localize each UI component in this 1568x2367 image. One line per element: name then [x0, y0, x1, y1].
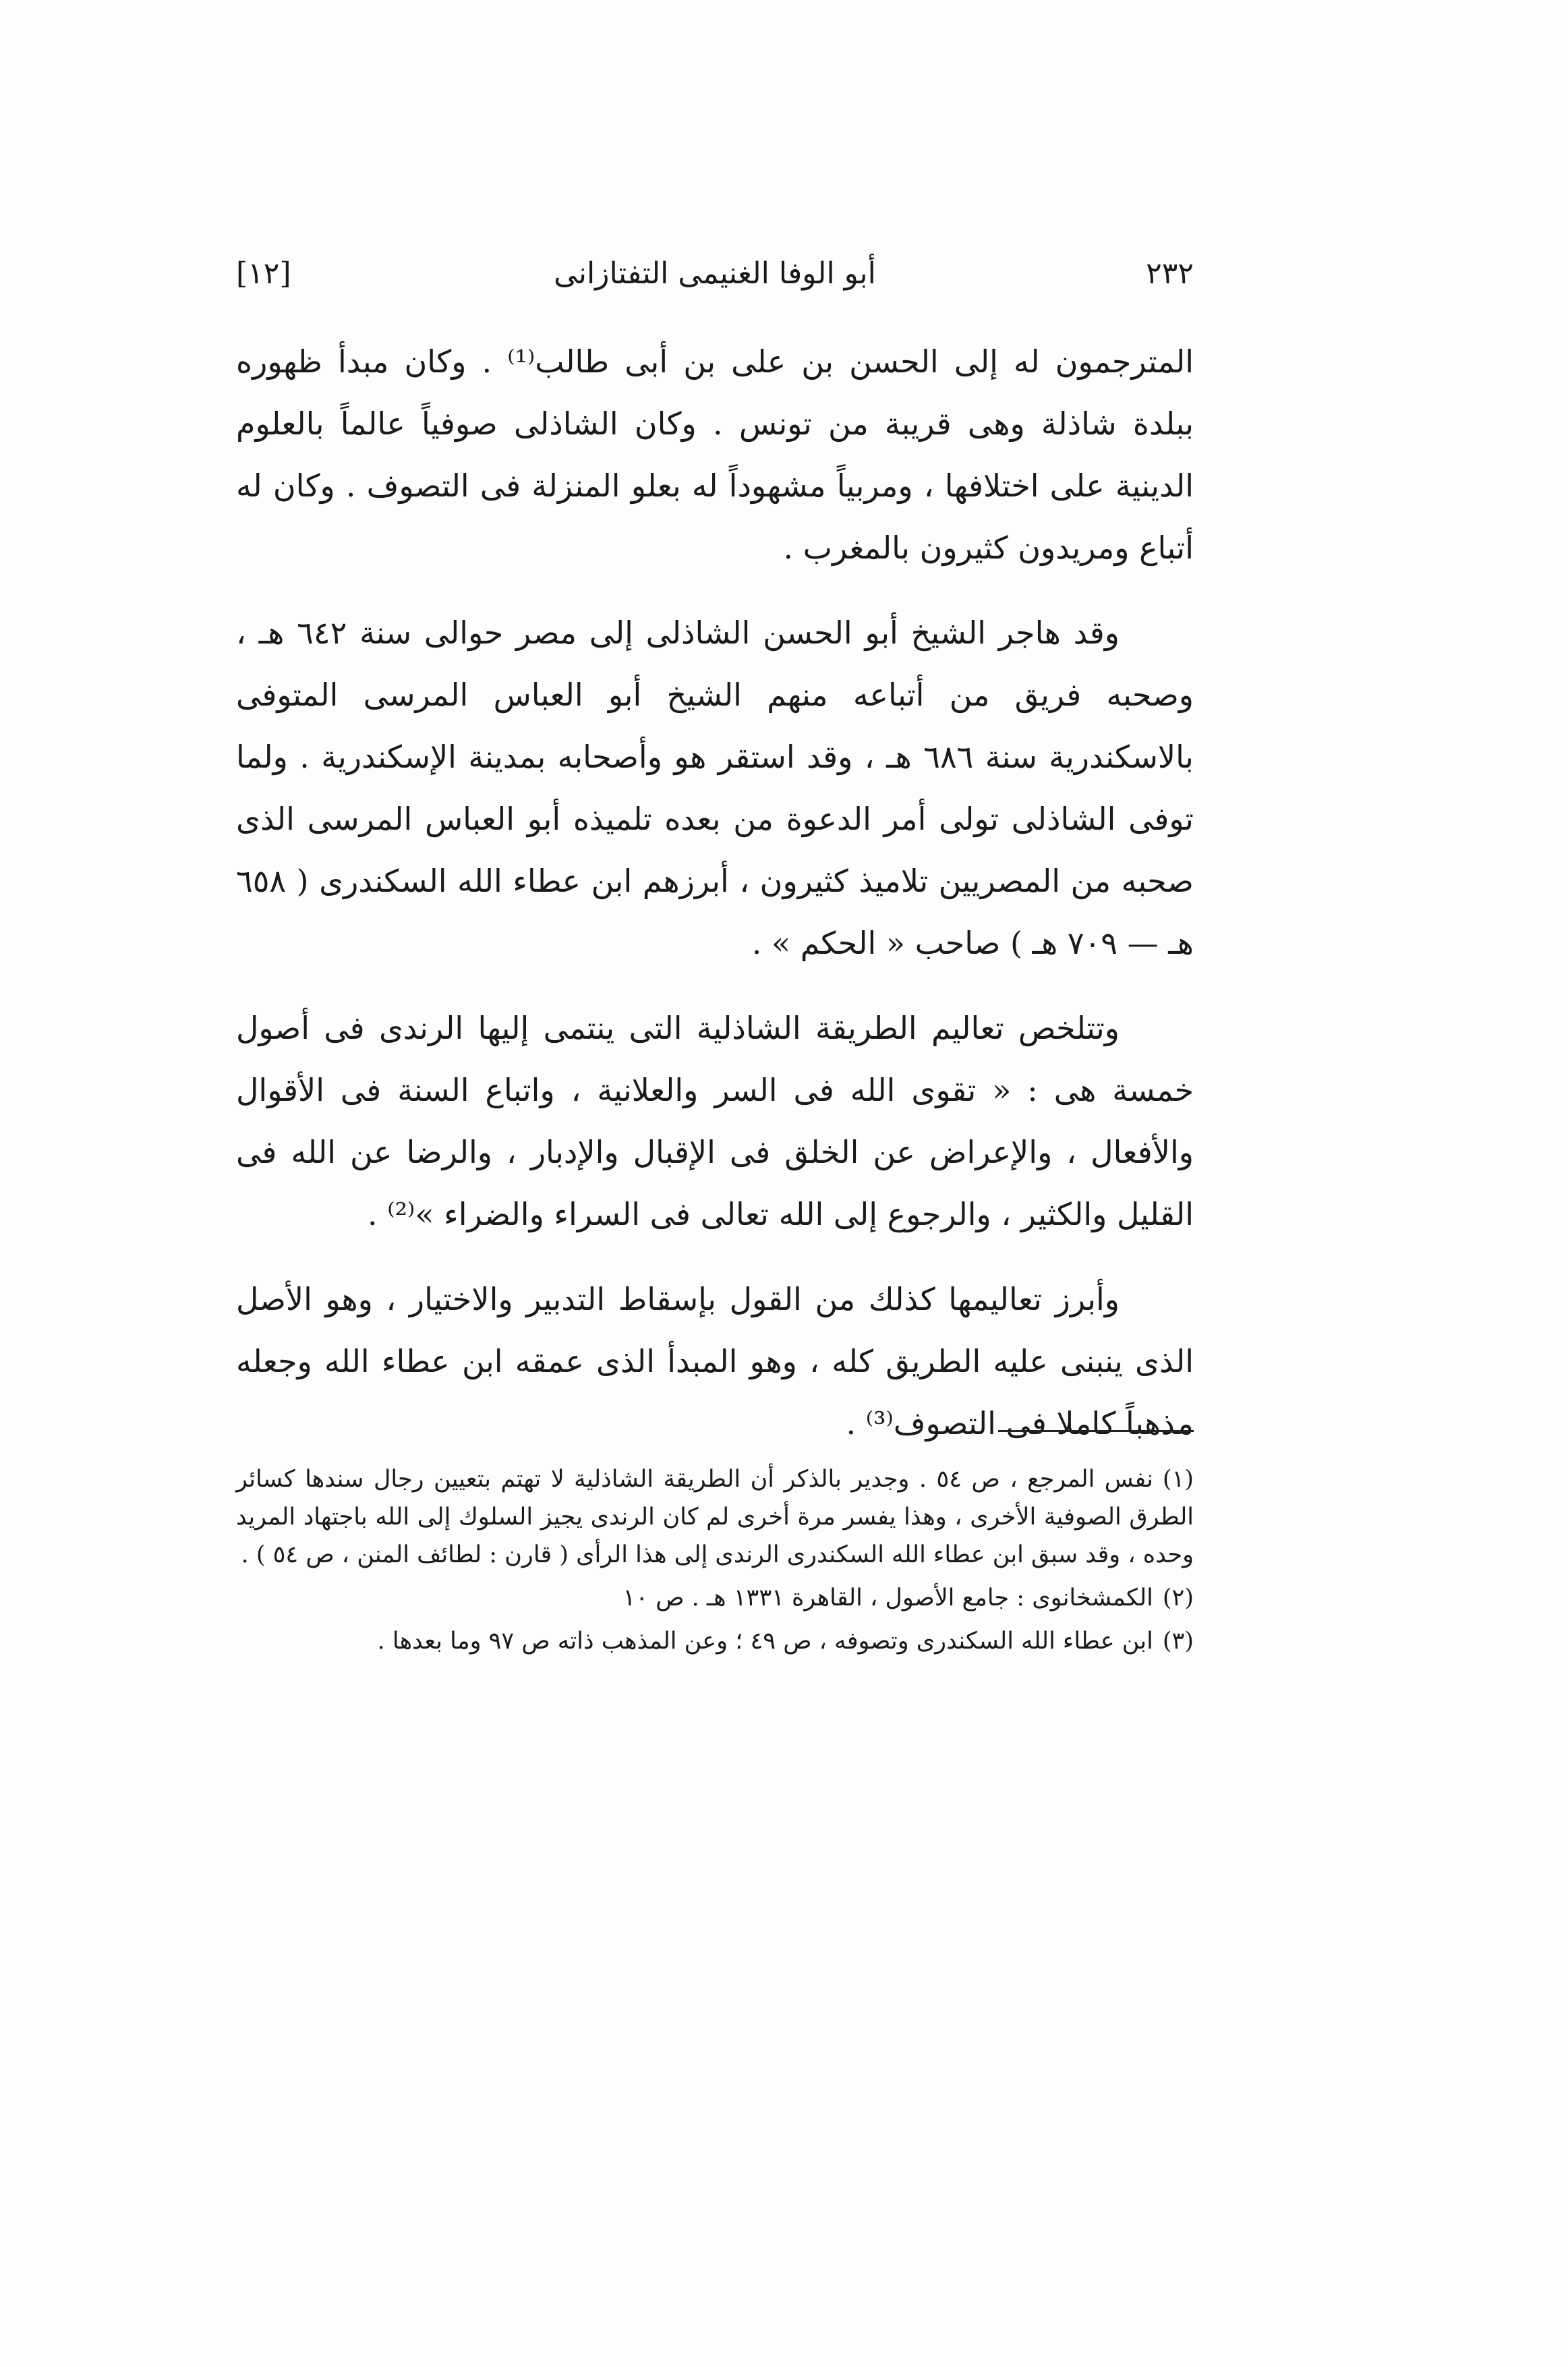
main-text	[236, 331, 1194, 1477]
page-number: ٢٣٢	[1146, 256, 1194, 291]
footnote-1	[236, 1460, 1194, 1574]
footnote-text: نفس المرجع ، ص ٥٤ . وجدير بالذكر أن الطريقة الشاذلية لا تهتم بتعيين رجال سندها كسائر الطرق الصوفية الأخرى ، وهذا يفسر مرة أخرى لم كان الرندى يجيز السلوك إلى الله باجتهاد المريد وحده ، وقد سبق ابن عطاء الله السكندرى الرندى إلى هذا الرأى ( قارن : لطائف المنن ، ص ٥٤ ) .	[236, 1466, 1194, 1568]
footnote-text: ابن عطاء الله السكندرى وتصوفه ، ص ٤٩ ؛ وعن المذهب ذاته ص ٩٧ وما بعدها .	[377, 1628, 1153, 1655]
footnotes	[236, 1460, 1194, 1665]
footnote-marker: (٢)	[1162, 1585, 1194, 1612]
footnote-3	[236, 1622, 1194, 1660]
section-number: [١٢]	[236, 256, 291, 291]
footnote-divider	[998, 1430, 1194, 1432]
paragraph-4: وأبرز تعاليمها كذلك من القول بإسقاط التدبير والاختيار ، وهو الأصل الذى ينبنى عليه الطريق كله ، وهو المبدأ الذى عمقه ابن عطاء الله وجعله مذهباً كاملا فى التصوف⁽³⁾ .	[236, 1281, 1194, 1442]
paragraph-2: وقد هاجر الشيخ أبو الحسن الشاذلى إلى مصر حوالى سنة ٦٤٢ هـ ، وصحبه فريق من أتباعه منهم الشيخ أبو العباس المرسى المتوفى بالاسكندرية سنة ٦٨٦ هـ ، وقد استقر هو وأصحابه بمدينة الإسكندرية . ولما توفى الشاذلى تولى أمر الدعوة من بعده تلميذه أبو العباس المرسى الذى صحبه من المصريين تلاميذ كثيرون ، أبرزهم ابن عطاء الله السكندرى ( ٦٥٨ هـ — ٧٠٩ هـ ) صاحب « الحكم » .	[236, 615, 1194, 961]
footnote-marker: (٣)	[1162, 1628, 1194, 1655]
running-title: أبو الوفا الغنيمى التفتازانى	[554, 256, 876, 291]
page-header	[236, 250, 1194, 310]
footnote-2	[236, 1579, 1194, 1617]
paragraph-3: وتتلخص تعاليم الطريقة الشاذلية التى ينتمى إليها الرندى فى أصول خمسة هى : « تقوى الله فى السر والعلانية ، واتباع السنة فى الأقوال والأفعال ، والإعراض عن الخلق فى الإقبال والإدبار ، والرضا عن الله فى القليل والكثير ، والرجوع إلى الله تعالى فى السراء والضراء »⁽²⁾ .	[236, 1010, 1194, 1232]
footnote-marker: (١)	[1162, 1466, 1194, 1493]
paragraph-1: المترجمون له إلى الحسن بن على بن أبى طالب⁽¹⁾ . وكان مبدأ ظهوره ببلدة شاذلة وهى قريبة من تونس . وكان الشاذلى صوفياً عالماً بالعلوم الدينية على اختلافها ، ومربياً مشهوداً له بعلو المنزلة فى التصوف . وكان له أتباع ومريدون كثيرون بالمغرب .	[236, 343, 1194, 566]
footnote-text: الكمشخانوى : جامع الأصول ، القاهرة ١٣٣١ هـ . ص ١٠	[622, 1585, 1153, 1612]
